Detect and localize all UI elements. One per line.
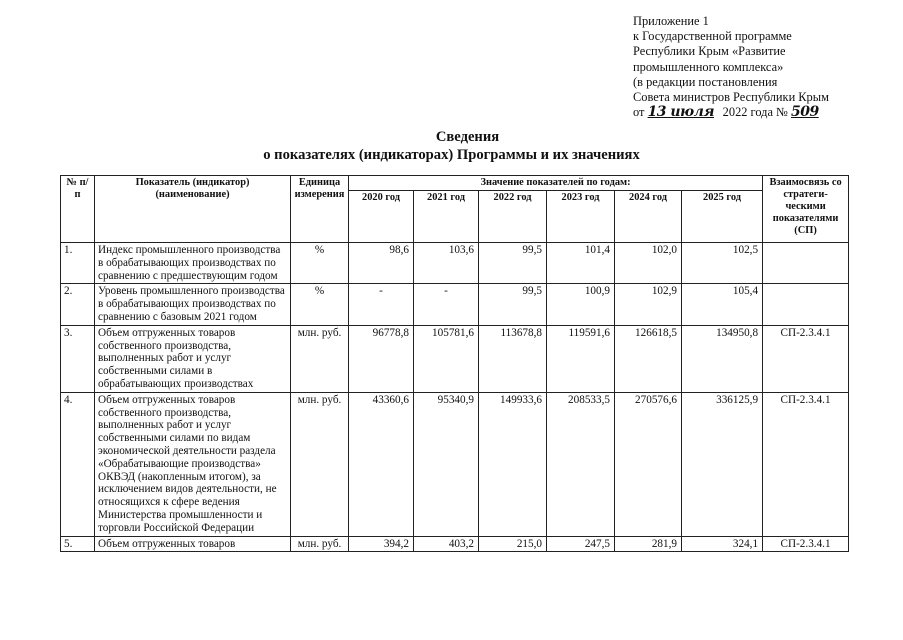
appendix-line: Республики Крым «Развитие bbox=[633, 44, 786, 59]
row-value: 100,9 bbox=[547, 284, 615, 325]
handwritten-number: 509 bbox=[791, 104, 819, 121]
row-value: 102,0 bbox=[615, 243, 682, 284]
table-row bbox=[61, 392, 849, 536]
row-value: 215,0 bbox=[479, 536, 547, 552]
row-indicator-name: Объем отгруженных товаров собственного производства, выполненных работ и услуг собственными силами в обрабатывающих производствах bbox=[95, 325, 291, 392]
row-value: 98,6 bbox=[349, 243, 414, 284]
row-link: СП-2.3.4.1 bbox=[763, 325, 849, 392]
row-num: 4. bbox=[61, 392, 95, 536]
title-line-2: о показателях (индикаторах) Программы и их значениях bbox=[263, 147, 640, 163]
table-row bbox=[61, 536, 849, 552]
header-unit: Единица измерения bbox=[291, 176, 349, 243]
row-value: 113678,8 bbox=[479, 325, 547, 392]
row-value: 394,2 bbox=[349, 536, 414, 552]
appendix-from: от bbox=[633, 105, 645, 120]
header-year: 2020 год bbox=[349, 191, 414, 243]
row-value: 43360,6 bbox=[349, 392, 414, 536]
row-link bbox=[763, 243, 849, 284]
table-row bbox=[61, 325, 849, 392]
appendix-line: (в редакции постановления bbox=[633, 74, 778, 89]
document-title bbox=[0, 128, 903, 164]
appendix-year-text: 2022 года № bbox=[722, 105, 788, 120]
row-value: 102,5 bbox=[682, 243, 763, 284]
appendix-block bbox=[633, 14, 898, 120]
appendix-line: промышленного комплекса» bbox=[633, 59, 784, 74]
header-row-1 bbox=[61, 176, 849, 191]
row-num: 2. bbox=[61, 284, 95, 325]
row-value: 105,4 bbox=[682, 284, 763, 325]
row-value: 281,9 bbox=[615, 536, 682, 552]
row-link: СП-2.3.4.1 bbox=[763, 536, 849, 552]
row-value: 119591,6 bbox=[547, 325, 615, 392]
row-link bbox=[763, 284, 849, 325]
row-value: 403,2 bbox=[414, 536, 479, 552]
appendix-line: Приложение 1 bbox=[633, 14, 709, 28]
title-line-1: Сведения bbox=[435, 129, 500, 145]
row-indicator-name: Объем отгруженных товаров собственного производства, выполненных работ и услуг собственными силами по видам экономической деятельности раздела «Обрабатывающие производства» ОКВЭД (накопленным итогом), за исключением видов деятельности, не относящихся к сфере ведения Министерства промышленности и торговли Российской Федерации bbox=[95, 392, 291, 536]
row-value: 208533,5 bbox=[547, 392, 615, 536]
header-num: № п/п bbox=[61, 176, 95, 243]
row-unit: млн. руб. bbox=[291, 392, 349, 536]
row-value: 149933,6 bbox=[479, 392, 547, 536]
row-indicator-name: Уровень промышленного производства в обрабатывающих производствах по сравнению с базовым 2021 годом bbox=[95, 284, 291, 325]
header-year: 2021 год bbox=[414, 191, 479, 243]
row-value: - bbox=[349, 284, 414, 325]
row-value: 270576,6 bbox=[615, 392, 682, 536]
row-num: 1. bbox=[61, 243, 95, 284]
table-row bbox=[61, 284, 849, 325]
row-unit: млн. руб. bbox=[291, 536, 349, 552]
indicators-table bbox=[60, 175, 849, 552]
row-value: 126618,5 bbox=[615, 325, 682, 392]
appendix-line: к Государственной программе bbox=[633, 29, 792, 44]
row-value: 324,1 bbox=[682, 536, 763, 552]
row-value: 103,6 bbox=[414, 243, 479, 284]
row-link: СП-2.3.4.1 bbox=[763, 392, 849, 536]
row-value: 336125,9 bbox=[682, 392, 763, 536]
row-unit: % bbox=[291, 243, 349, 284]
row-value: 102,9 bbox=[615, 284, 682, 325]
appendix-date-line bbox=[633, 105, 898, 120]
row-value: 96778,8 bbox=[349, 325, 414, 392]
row-value: 105781,6 bbox=[414, 325, 479, 392]
handwritten-date: 13 июля bbox=[647, 104, 715, 121]
row-value: 95340,9 bbox=[414, 392, 479, 536]
header-year: 2023 год bbox=[547, 191, 615, 243]
row-value: 134950,8 bbox=[682, 325, 763, 392]
header-year: 2022 год bbox=[479, 191, 547, 243]
appendix-line: Совета министров Республики Крым bbox=[633, 90, 829, 105]
row-indicator-name: Объем отгруженных товаров bbox=[95, 536, 291, 552]
row-value: - bbox=[414, 284, 479, 325]
row-value: 101,4 bbox=[547, 243, 615, 284]
row-indicator-name: Индекс промышленного производства в обрабатывающих производствах по сравнению с предшествующим годом bbox=[95, 243, 291, 284]
row-value: 247,5 bbox=[547, 536, 615, 552]
header-link: Взаимосвязь со стратеги-ческими показателями (СП) bbox=[763, 176, 849, 243]
row-num: 5. bbox=[61, 536, 95, 552]
header-indicator: Показатель (индикатор) (наименование) bbox=[95, 176, 291, 243]
row-value: 99,5 bbox=[479, 243, 547, 284]
header-year: 2025 год bbox=[682, 191, 763, 243]
row-unit: % bbox=[291, 284, 349, 325]
row-unit: млн. руб. bbox=[291, 325, 349, 392]
row-num: 3. bbox=[61, 325, 95, 392]
header-values-group: Значение показателей по годам: bbox=[349, 176, 763, 191]
row-value: 99,5 bbox=[479, 284, 547, 325]
header-year: 2024 год bbox=[615, 191, 682, 243]
table-row bbox=[61, 243, 849, 284]
